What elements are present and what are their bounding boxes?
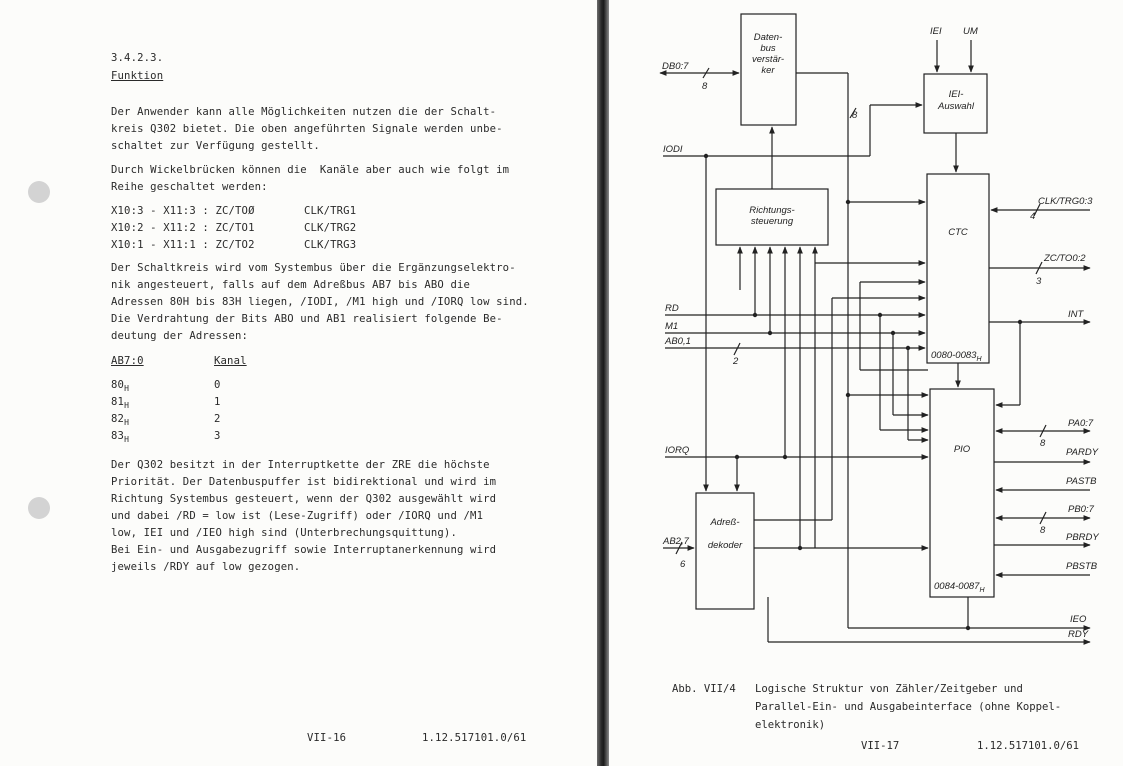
- block-label: Daten-: [753, 32, 783, 43]
- signal-label: PBRDY: [1066, 532, 1099, 543]
- hex-subscript: H: [124, 384, 130, 393]
- punch-hole: [28, 181, 50, 203]
- table-row: [111, 378, 129, 396]
- signal-label: IEO: [1070, 614, 1087, 625]
- right-page: [609, 0, 1123, 766]
- block-label: Adreß-: [710, 517, 740, 528]
- address-label: $0080-0083_H$: [931, 350, 982, 363]
- table-row: [111, 395, 129, 413]
- paragraph-line: Richtung Systembus gesteuert, wenn der Q302 ausgewählt wird: [111, 493, 497, 505]
- caption-line: Logische Struktur von Zähler/Zeitgeber und: [755, 683, 1023, 695]
- block-label: Auswahl: [938, 101, 974, 112]
- addr-value: 83: [111, 430, 125, 442]
- block-label: steuerung: [750, 216, 794, 227]
- signal-label: PB0:7: [1068, 504, 1094, 515]
- page-number: VII-17: [861, 740, 900, 752]
- chain-row-right: CLK/TRG2: [304, 222, 357, 234]
- block-label: IEI-: [948, 89, 964, 100]
- bus-width: 4: [1030, 211, 1036, 222]
- bus-width: 8: [1040, 525, 1046, 536]
- figure-label: Abb. VII/4: [672, 683, 736, 695]
- signal-label: RDY: [1068, 629, 1089, 640]
- paragraph-line: Der Q302 besitzt in der Interruptkette der ZRE die höchste: [111, 459, 490, 471]
- paragraph-line: Reihe geschaltet werden:: [111, 181, 268, 193]
- signal-label: PBSTB: [1066, 561, 1098, 572]
- kanal-value: 2: [214, 413, 221, 425]
- addr-value: 81: [111, 396, 125, 408]
- block-label: CTC: [948, 227, 968, 238]
- punch-hole: [28, 497, 50, 519]
- pio-block: [930, 389, 994, 597]
- doc-number: 1.12.517101.0/61: [422, 732, 527, 744]
- doc-number: 1.12.517101.0/61: [977, 740, 1080, 752]
- heading-number: 3.4.2.3.: [111, 52, 164, 64]
- adressdekoder-block: [696, 493, 754, 609]
- address-label: $0084-0087_H$: [934, 581, 985, 594]
- paragraph-line: jeweils /RDY auf low gezogen.: [111, 561, 301, 573]
- caption-line: Parallel-Ein- und Ausgabeinterface (ohne Koppel-: [755, 701, 1062, 713]
- addr-value: 80: [111, 379, 125, 391]
- table-header: AB7:0: [111, 355, 144, 367]
- chain-row-left: X10:3 - X11:3 : ZC/TOØ: [111, 205, 255, 217]
- table-row: [111, 412, 129, 430]
- paragraph-line: Durch Wickelbrücken können die Kanäle aber auch wie folgt im: [111, 164, 510, 176]
- table-header: Kanal: [214, 355, 247, 367]
- paragraph-line: Adressen 80H bis 83H liegen, /IODI, /M1 high und /IORQ low sind.: [111, 296, 529, 308]
- signal-label: UM: [963, 26, 978, 37]
- kanal-value: 1: [214, 396, 221, 408]
- signal-label: IODI: [663, 144, 683, 155]
- signal-label: IORQ: [665, 445, 690, 456]
- signal-label: RD: [665, 303, 679, 314]
- block-label: ker: [761, 65, 775, 76]
- signal-label: AB2,7: [663, 536, 689, 547]
- chain-row-right: CLK/TRG1: [304, 205, 357, 217]
- paragraph-line: Die Verdrahtung der Bits ABO und AB1 realisiert folgende Be-: [111, 313, 503, 325]
- signal-label: DB0:7: [662, 61, 689, 72]
- ctc-block: [927, 174, 989, 363]
- chain-row-left: X10:2 - X11:2 : ZC/TO1: [111, 222, 255, 234]
- kanal-value: 0: [214, 379, 221, 391]
- chain-row-left: X10:1 - X11:1 : ZC/TO2: [111, 239, 255, 251]
- signal-label: PARDY: [1066, 447, 1099, 458]
- signal-label: IEI: [930, 26, 942, 37]
- heading-title: Funktion: [111, 70, 164, 82]
- table-row: [111, 429, 129, 447]
- signal-label: M1: [665, 321, 679, 332]
- paragraph-line: und dabei /RD = low ist (Lese-Zugriff) oder /IORQ und /M1: [111, 510, 484, 522]
- addr-value: 82: [111, 413, 125, 425]
- bus-width: 8: [1040, 438, 1046, 449]
- kanal-value: 3: [214, 430, 221, 442]
- hex-subscript: H: [124, 435, 130, 444]
- paragraph-line: deutung der Adressen:: [111, 330, 249, 342]
- signal-label: AB0,1: [665, 336, 691, 347]
- block-label: PIO: [953, 444, 971, 455]
- signal-label: PA0:7: [1068, 418, 1094, 429]
- block-label: verstär-: [751, 54, 785, 65]
- bus-width: 8: [702, 81, 708, 92]
- signal-label: PASTB: [1066, 476, 1097, 487]
- hex-subscript: H: [124, 418, 130, 427]
- paragraph-line: Bei Ein- und Ausgabezugriff sowie Interruptanerkennung wird: [111, 544, 497, 556]
- block-label: Richtungs-: [749, 205, 795, 216]
- block-label: bus: [760, 43, 776, 54]
- hex-subscript: H: [124, 401, 130, 410]
- paragraph-line: kreis Q302 bietet. Die oben angeführten Signale werden unbe-: [111, 123, 503, 135]
- chain-row-right: CLK/TRG3: [304, 239, 357, 251]
- paragraph-line: Der Schaltkreis wird vom Systembus über die Ergänzungselektro-: [111, 262, 516, 274]
- bus-width: 3: [1036, 276, 1042, 287]
- bus-width: 8: [852, 110, 858, 121]
- signal-label: ZC/TO0:2: [1044, 253, 1086, 264]
- bus-width: 2: [733, 356, 739, 367]
- paragraph-line: nik angesteuert, falls auf dem Adreßbus AB7 bis ABO die: [111, 279, 471, 291]
- signal-label: INT: [1068, 309, 1084, 320]
- signal-label: CLK/TRG0:3: [1038, 196, 1093, 207]
- paragraph-line: Priorität. Der Datenbuspuffer ist bidirektional und wird im: [111, 476, 497, 488]
- page-number: VII-16: [307, 732, 347, 744]
- block-diagram: [609, 0, 1123, 766]
- paragraph-line: Der Anwender kann alle Möglichkeiten nutzen die der Schalt-: [111, 106, 497, 118]
- paragraph-line: low, IEI und /IEO high sind (Unterbrechungsquittung).: [111, 527, 457, 539]
- book-spine: [597, 0, 609, 766]
- paragraph-line: schaltet zur Verfügung gestellt.: [111, 140, 320, 152]
- block-label: dekoder: [707, 540, 743, 551]
- bus-width: 6: [680, 559, 686, 570]
- caption-line: elektronik): [755, 719, 826, 731]
